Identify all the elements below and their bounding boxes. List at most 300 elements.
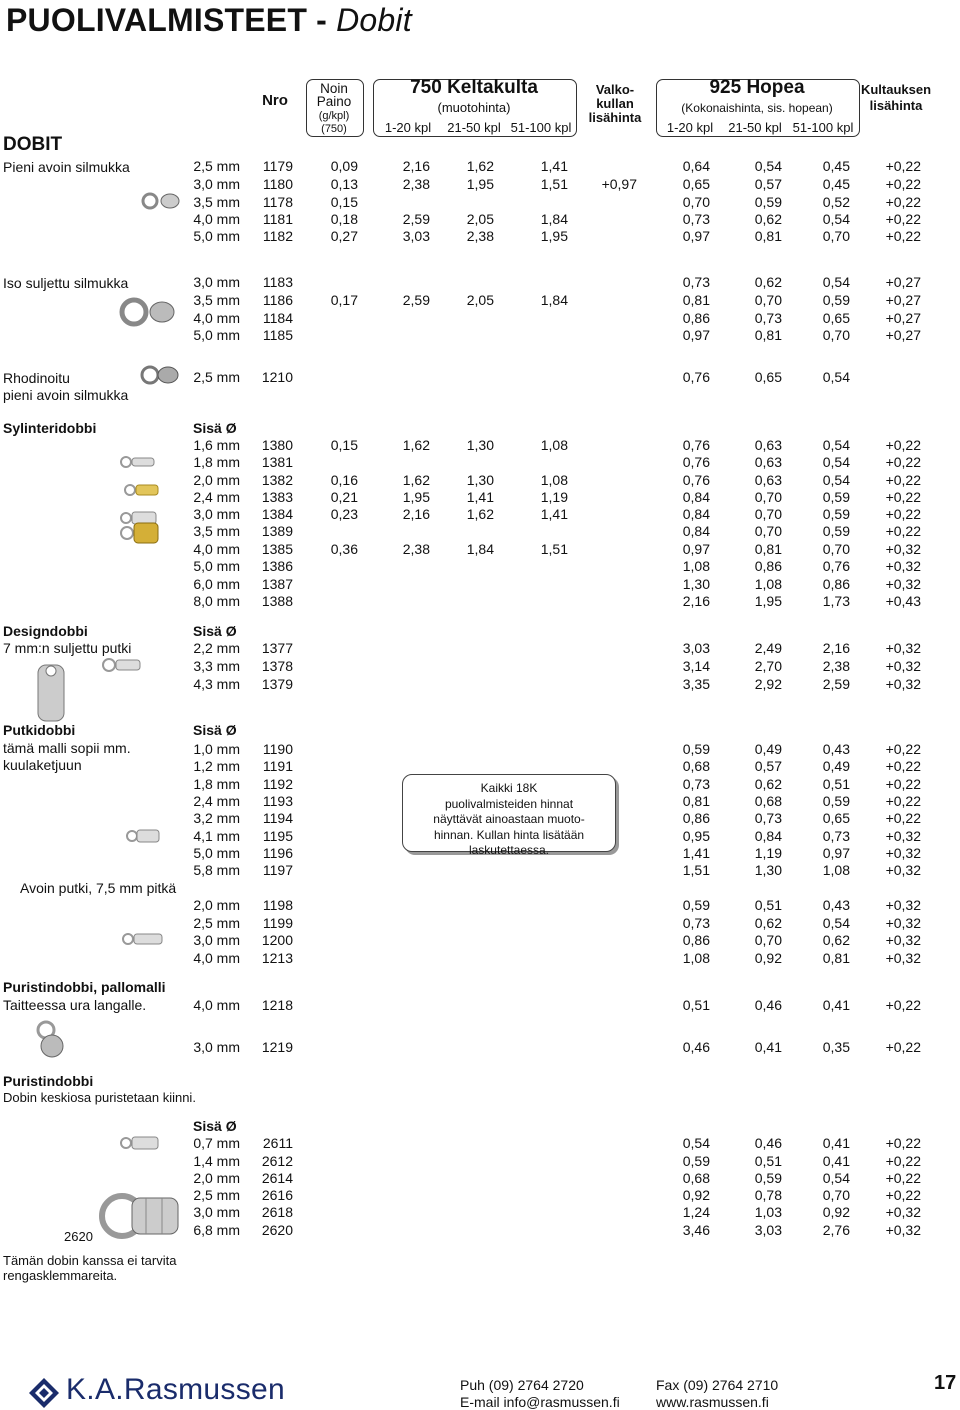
footer-phone: Puh (09) 2764 2720 [460,1377,584,1393]
cell-size: 4,1 mm [193,828,240,844]
cell-nro: 1384 [261,506,293,522]
cell-s1: 1,30 [682,576,710,592]
cell-s2: 0,81 [754,541,782,557]
cell-size: 2,0 mm [193,1170,240,1186]
cell-k: +0,22 [885,1039,921,1055]
cell-g3: 1,95 [540,228,568,244]
cell-s1: 0,59 [682,741,710,757]
cell-s1: 0,68 [682,758,710,774]
cell-k: +0,22 [885,472,921,488]
cell-k: +0,22 [885,176,921,192]
cell-s3: 0,54 [822,437,850,453]
cell-k: +0,22 [885,741,921,757]
cell-size: 1,8 mm [193,776,240,792]
cell-g2: 1,30 [466,472,494,488]
cell-s3: 0,54 [822,369,850,385]
cell-k: +0,22 [885,810,921,826]
cell-s1: 3,46 [682,1222,710,1238]
label-rhodinoitu: Rhodinoitu [3,370,70,386]
cell-nro: 1194 [262,810,293,826]
label-putkidobbi: Putkidobbi [3,722,76,738]
ring-rhodium-icon [138,362,182,388]
cell-s1: 0,86 [682,932,710,948]
cell-s3: 0,70 [822,228,850,244]
cell-s1: 0,59 [682,1153,710,1169]
label-keskiosa: Dobin keskiosa puristetaan kiinni. [3,1090,196,1105]
footer-web[interactable]: www.rasmussen.fi [656,1394,769,1410]
cell-nro: 1193 [262,793,293,809]
cell-s1: 0,73 [682,274,710,290]
cell-k: +0,32 [885,640,921,656]
cell-s1: 0,73 [682,211,710,227]
cell-nro: 1178 [262,194,293,210]
note-line: puolivalmisteiden hinnat [444,796,574,811]
cell-size: 2,5 mm [193,915,240,931]
cell-size: 2,5 mm [193,369,240,385]
cell-s3: 0,54 [822,472,850,488]
cell-s2: 0,81 [754,327,782,343]
cell-nro: 1179 [262,158,293,174]
cell-nro: 1383 [261,489,293,505]
cell-s2: 0,41 [754,1039,782,1055]
cell-k: +0,32 [885,558,921,574]
cell-size: 4,3 mm [193,676,240,692]
cell-k: +0,22 [885,437,921,453]
cell-size: 3,0 mm [193,274,240,290]
cell-nro: 1183 [262,274,293,290]
cell-size: 2,5 mm [193,158,240,174]
cell-s1: 3,03 [682,640,710,656]
cell-s2: 0,51 [754,897,782,913]
cell-g3: 1,41 [540,158,568,174]
cell-size: 2,2 mm [193,640,240,656]
cell-k: +0,32 [885,658,921,674]
cell-k: +0,32 [885,828,921,844]
cell-s2: 0,57 [754,176,782,192]
header-kult-2: lisähinta [869,98,923,113]
cell-s3: 0,54 [822,454,850,470]
cell-size: 3,0 mm [193,176,240,192]
label-sisa-1: Sisä Ø [193,420,237,436]
cylinder-gold-icon [118,520,162,546]
header-gold-title: 750 Keltakulta [410,77,538,98]
cell-s2: 1,30 [754,862,782,878]
cell-k: +0,22 [885,158,921,174]
header-kult-1: Kultauksen [860,82,932,97]
cell-nro: 1196 [262,845,293,861]
cell-w: 0,16 [330,472,358,488]
header-silver-q3: 51-100 kpl [792,120,854,135]
cell-s3: 0,65 [822,810,850,826]
header-gold-q1: 1-20 kpl [384,120,432,135]
header-gkpl: (g/kpl) [318,110,350,122]
cell-g2: 1,62 [466,158,494,174]
cell-g2: 1,41 [466,489,494,505]
cell-k: +0,22 [885,454,921,470]
cell-g2: 2,38 [466,228,494,244]
title-main: PUOLIVALMISTEET - [6,2,337,38]
cell-s1: 0,81 [682,793,710,809]
cell-s3: 0,59 [822,489,850,505]
cell-nro: 1218 [261,997,293,1013]
cell-s2: 0,63 [754,472,782,488]
cell-k: +0,43 [885,593,921,609]
cell-s1: 0,73 [682,915,710,931]
cell-nro: 1182 [262,228,293,244]
cell-s1: 0,59 [682,897,710,913]
cell-s2: 0,73 [754,810,782,826]
cell-size: 1,6 mm [193,437,240,453]
cell-size: 2,4 mm [193,793,240,809]
cell-size: 0,7 mm [193,1135,240,1151]
cell-nro: 1386 [261,558,293,574]
cell-nro: 1388 [261,593,293,609]
cell-s1: 0,97 [682,327,710,343]
cell-nro: 1219 [261,1039,293,1055]
cell-nro: 1190 [262,741,293,757]
cell-nro: 2614 [261,1170,293,1186]
label-7mm-putki: 7 mm:n suljettu putki [3,640,132,656]
cell-size: 3,0 mm [193,506,240,522]
cell-size: 5,0 mm [193,327,240,343]
cell-s1: 2,16 [682,593,710,609]
header-paino: Paino [316,94,352,109]
cell-w: 0,13 [330,176,358,192]
cell-s2: 0,62 [754,776,782,792]
cell-k: +0,22 [885,211,921,227]
cell-k: +0,32 [885,897,921,913]
cell-g1: 1,62 [402,472,430,488]
cell-size: 3,2 mm [193,810,240,826]
cell-s2: 3,03 [754,1222,782,1238]
cell-size: 3,3 mm [193,658,240,674]
cell-nro: 1385 [261,541,293,557]
cell-s1: 1,08 [682,558,710,574]
cell-k: +0,22 [885,228,921,244]
cell-g1: 1,62 [402,437,430,453]
cell-nro: 1387 [261,576,293,592]
cell-s2: 0,51 [754,1153,782,1169]
cell-size: 1,0 mm [193,741,240,757]
cell-g1: 2,38 [402,176,430,192]
cell-s2: 0,70 [754,506,782,522]
label-avoin-putki: Avoin putki, 7,5 mm pitkä [20,880,177,896]
cell-size: 2,0 mm [193,897,240,913]
label-2620: 2620 [64,1229,93,1244]
cell-s1: 0,97 [682,228,710,244]
cell-size: 3,0 mm [193,1039,240,1055]
cell-s3: 0,70 [822,327,850,343]
cell-g3: 1,41 [540,506,568,522]
cell-s2: 0,81 [754,228,782,244]
cell-s1: 0,84 [682,523,710,539]
cell-s3: 0,49 [822,758,850,774]
cell-s3: 0,41 [822,1135,850,1151]
cell-size: 4,0 mm [193,950,240,966]
cell-s3: 0,97 [822,845,850,861]
cell-nro: 1192 [262,776,293,792]
cell-g3: 1,51 [540,541,568,557]
cell-s2: 0,62 [754,915,782,931]
cell-nro: 1378 [261,658,293,674]
cell-g2: 1,30 [466,437,494,453]
cell-nro: 1377 [261,640,293,656]
cell-nro: 1180 [262,176,293,192]
label-malli-sopii: tämä malli sopii mm. [3,740,131,756]
header-silver-q2: 21-50 kpl [728,120,782,135]
cell-s3: 0,70 [822,541,850,557]
footer-email[interactable]: E-mail info@rasmussen.fi [460,1394,620,1410]
cell-size: 4,0 mm [193,997,240,1013]
cell-s1: 0,92 [682,1187,710,1203]
cell-s3: 0,41 [822,1153,850,1169]
cell-size: 5,0 mm [193,558,240,574]
cell-nro: 1181 [262,211,293,227]
cell-nro: 1199 [262,915,293,931]
cell-s3: 0,70 [822,1187,850,1203]
cell-s2: 0,46 [754,1135,782,1151]
cell-nro: 1381 [261,454,293,470]
cell-s2: 2,49 [754,640,782,656]
cell-k: +0,22 [885,776,921,792]
cell-g1: 2,16 [402,506,430,522]
cell-s1: 0,76 [682,454,710,470]
label-designdobbi: Designdobbi [3,623,88,639]
cell-k: +0,32 [885,915,921,931]
cell-s2: 0,70 [754,292,782,308]
cell-s2: 0,49 [754,741,782,757]
label-rhodinoitu-2: pieni avoin silmukka [3,387,129,403]
cell-nro: 2616 [261,1187,293,1203]
cell-size: 6,0 mm [193,576,240,592]
cell-k: +0,32 [885,1222,921,1238]
cell-k: +0,22 [885,523,921,539]
cell-k: +0,27 [885,327,921,343]
cell-s1: 0,95 [682,828,710,844]
cell-s3: 0,45 [822,158,850,174]
cell-k: +0,32 [885,862,921,878]
cell-size: 4,0 mm [193,541,240,557]
cylinder-2-icon [122,480,162,500]
cell-s1: 0,84 [682,506,710,522]
cell-k: +0,22 [885,1187,921,1203]
cell-s2: 0,92 [754,950,782,966]
section-dobit: DOBIT [3,134,63,155]
cell-nro: 1200 [261,932,293,948]
label-sylinteridobbi: Sylinteridobbi [3,420,97,436]
cell-s2: 0,62 [754,274,782,290]
page-number: 17 [934,1372,957,1394]
cell-s2: 1,03 [754,1204,782,1220]
cell-s3: 0,59 [822,523,850,539]
cell-k: +0,22 [885,506,921,522]
cell-s2: 0,65 [754,369,782,385]
cell-nro: 1210 [261,369,293,385]
design-tube-icon [30,657,74,727]
cell-s3: 0,86 [822,576,850,592]
note-line: näyttävät ainoastaan muoto- [433,812,585,826]
cell-s2: 0,70 [754,523,782,539]
cell-g1: 1,95 [402,489,430,505]
cell-s1: 3,35 [682,676,710,692]
cell-k: +0,22 [885,793,921,809]
brand-logo-icon [28,1377,60,1409]
crimp-large-icon [96,1188,184,1244]
cell-s3: 0,92 [822,1204,850,1220]
label-pieni-avoin: Pieni avoin silmukka [3,159,130,175]
header-gold-sub: (muotohinta) [437,100,511,115]
cell-size: 5,0 mm [193,228,240,244]
cell-w: 0,15 [330,194,358,210]
cell-k: +0,32 [885,950,921,966]
cell-g2: 1,62 [466,506,494,522]
cell-s1: 1,51 [682,862,710,878]
cell-size: 1,2 mm [193,758,240,774]
label-sisa-3: Sisä Ø [193,722,237,738]
header-noin: Noin [320,81,348,96]
cell-w: 0,36 [330,541,358,557]
label-sisa-4: Sisä Ø [193,1118,237,1134]
cell-size: 1,8 mm [193,454,240,470]
cell-k: +0,32 [885,676,921,692]
header-silver-q1: 1-20 kpl [666,120,714,135]
cell-size: 5,8 mm [193,862,240,878]
cell-size: 2,0 mm [193,472,240,488]
cell-s3: 2,16 [822,640,850,656]
note-box [402,774,616,857]
cell-size: 2,4 mm [193,489,240,505]
footer-brand: K.A.Rasmussen [66,1373,285,1406]
cell-g1: 2,59 [402,211,430,227]
cell-s3: 0,59 [822,793,850,809]
cell-nro: 2620 [261,1222,293,1238]
label-taitteessa: Taitteessa ura langalle. [3,997,147,1013]
cell-s2: 0,46 [754,997,782,1013]
cell-k: +0,32 [885,932,921,948]
cell-s2: 2,70 [754,658,782,674]
cell-size: 2,5 mm [193,1187,240,1203]
ring-closed-icon [118,295,178,329]
cell-s2: 1,95 [754,593,782,609]
header-silver-sub: (Kokonaishinta, sis. hopean) [681,101,833,115]
cell-s1: 0,76 [682,437,710,453]
header-valko-3: lisähinta [588,110,642,125]
cell-k: +0,22 [885,1135,921,1151]
cell-size: 6,8 mm [193,1222,240,1238]
label-iso-suljettu: Iso suljettu silmukka [3,275,129,291]
cell-g1: 2,59 [402,292,430,308]
cell-k: +0,32 [885,1204,921,1220]
cell-g3: 1,19 [540,489,568,505]
cell-size: 5,0 mm [193,845,240,861]
cell-size: 4,0 mm [193,211,240,227]
cell-s3: 0,59 [822,506,850,522]
label-puristindobbi: Puristindobbi [3,1073,94,1089]
cell-g2: 1,84 [466,541,494,557]
cell-s3: 2,38 [822,658,850,674]
label-sisa-2: Sisä Ø [193,623,237,639]
cell-nro: 1380 [261,437,293,453]
cell-size: 1,4 mm [193,1153,240,1169]
cell-nro: 1191 [262,758,293,774]
cell-nro: 1382 [261,472,293,488]
footer-fax: Fax (09) 2764 2710 [656,1377,779,1393]
cell-s2: 0,70 [754,932,782,948]
cell-w: 0,18 [330,211,358,227]
cell-nro: 1198 [262,897,293,913]
cell-s3: 0,59 [822,292,850,308]
cell-size: 8,0 mm [193,593,240,609]
cell-g3: 1,84 [540,292,568,308]
cell-s3: 0,43 [822,897,850,913]
cell-s3: 0,54 [822,274,850,290]
cell-w: 0,23 [330,506,358,522]
header-nro: Nro [262,92,288,109]
ring-open-icon [140,190,184,212]
cell-s3: 0,65 [822,310,850,326]
cell-s1: 0,86 [682,310,710,326]
cell-g3: 1,51 [540,176,568,192]
cell-s3: 0,54 [822,211,850,227]
cell-s2: 0,54 [754,158,782,174]
putki-icon [124,826,162,846]
cell-nro: 2611 [262,1135,293,1151]
cell-s1: 0,51 [682,997,710,1013]
cell-s2: 0,59 [754,1170,782,1186]
cell-w: 0,21 [330,489,358,505]
cell-s1: 3,14 [682,658,710,674]
header-silver-title: 925 Hopea [709,77,805,98]
crimp-small-icon [118,1133,162,1153]
crimp-ball-icon [28,1016,82,1060]
cell-nro: 1197 [262,862,293,878]
cell-s3: 0,73 [822,828,850,844]
cell-g1: 2,38 [402,541,430,557]
cell-g3: 1,08 [540,472,568,488]
cell-s1: 0,64 [682,158,710,174]
cell-size: 3,5 mm [193,523,240,539]
open-tube-icon [120,930,164,948]
cell-s3: 2,76 [822,1222,850,1238]
note-line: hinnan. Kullan hinta lisätään [433,827,585,842]
cell-g2: 2,05 [466,292,494,308]
cell-size: 3,0 mm [193,932,240,948]
cell-s1: 0,46 [682,1039,710,1055]
cell-g3: 1,08 [540,437,568,453]
cell-s1: 0,97 [682,541,710,557]
cell-nro: 2618 [261,1204,293,1220]
cell-s3: 0,52 [822,194,850,210]
cell-s1: 0,73 [682,776,710,792]
cell-s1: 1,41 [682,845,710,861]
cell-nro: 1389 [261,523,293,539]
cell-g1: 3,03 [402,228,430,244]
cell-s1: 0,54 [682,1135,710,1151]
cell-v: +0,97 [601,176,637,192]
cell-k: +0,32 [885,845,921,861]
cell-k: +0,22 [885,1170,921,1186]
cell-s1: 0,86 [682,810,710,826]
cell-s2: 0,63 [754,437,782,453]
cell-nro: 1213 [261,950,293,966]
cell-s2: 0,70 [754,489,782,505]
label-puristin-pallo: Puristindobbi, pallomalli [3,979,166,995]
cell-s3: 0,45 [822,176,850,192]
page-title [6,2,412,39]
cell-s3: 0,81 [822,950,850,966]
cell-w: 0,27 [330,228,358,244]
label-ei-tarvita: Tämän dobin kanssa ei tarvita [3,1253,177,1268]
